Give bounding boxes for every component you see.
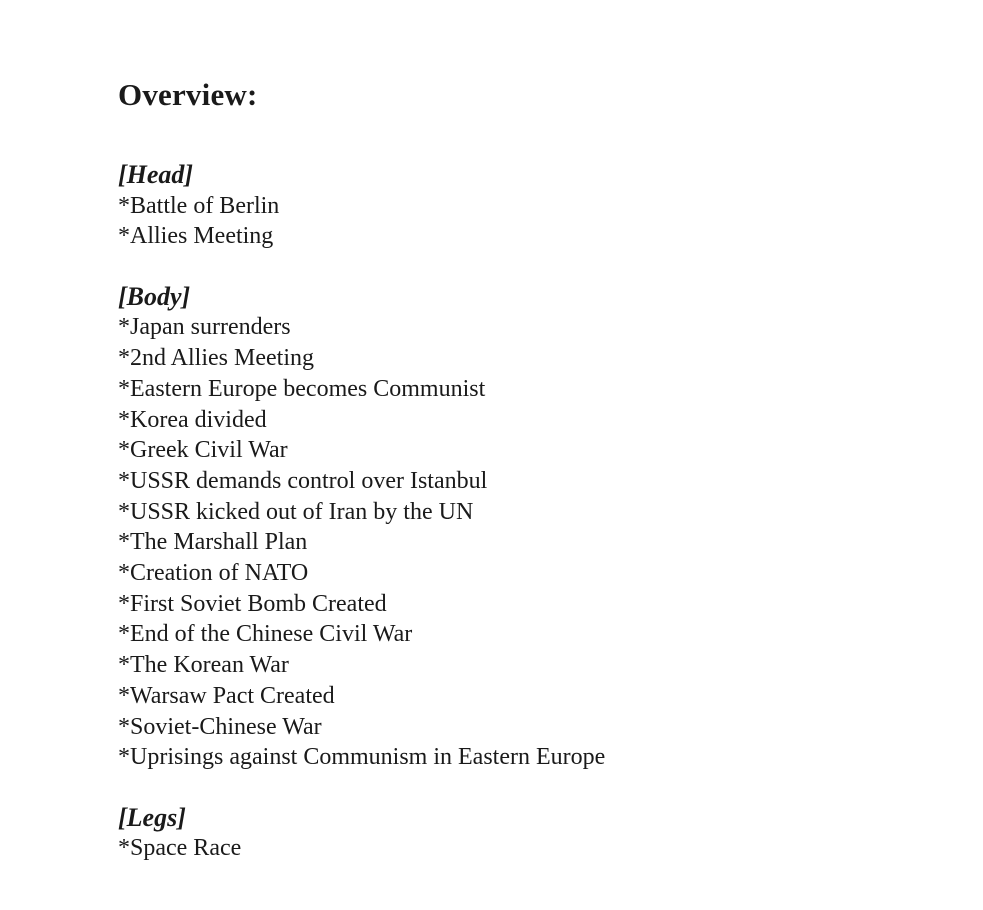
list-item: *First Soviet Bomb Created (118, 590, 387, 617)
document-section (118, 160, 938, 252)
section-heading-body: [Body] (118, 281, 191, 311)
list-item: *USSR kicked out of Iran by the UN (118, 498, 474, 525)
document-sections (118, 160, 938, 864)
list-item: *Space Race (118, 835, 242, 862)
document-section (118, 282, 938, 773)
list-item: *Greek Civil War (118, 437, 288, 464)
list-item: *Warsaw Pact Created (118, 682, 335, 709)
list-item: *Allies Meeting (118, 223, 274, 250)
list-item: *Battle of Berlin (118, 192, 280, 219)
section-item-list-head (118, 191, 938, 252)
list-item: *End of the Chinese Civil War (118, 621, 413, 648)
list-item: *Creation of NATO (118, 560, 309, 587)
list-item: *Korea divided (118, 406, 267, 433)
section-heading-head: [Head] (118, 160, 194, 189)
list-item: *USSR demands control over Istanbul (118, 467, 488, 494)
section-item-list-legs (118, 833, 938, 864)
list-item: *Japan surrenders (118, 314, 291, 341)
section-heading-legs: [Legs] (118, 802, 186, 832)
list-item: *Soviet-Chinese War (118, 713, 322, 740)
list-item: *The Marshall Plan (118, 529, 308, 556)
section-item-list-body (118, 312, 938, 773)
document-section (118, 803, 938, 864)
list-item: *2nd Allies Meeting (118, 345, 314, 372)
list-item: *The Korean War (118, 652, 289, 679)
page-title: Overview: (118, 77, 258, 112)
list-item: *Eastern Europe becomes Communist (118, 375, 486, 402)
list-item: *Uprisings against Communism in Eastern Europe (118, 744, 606, 771)
